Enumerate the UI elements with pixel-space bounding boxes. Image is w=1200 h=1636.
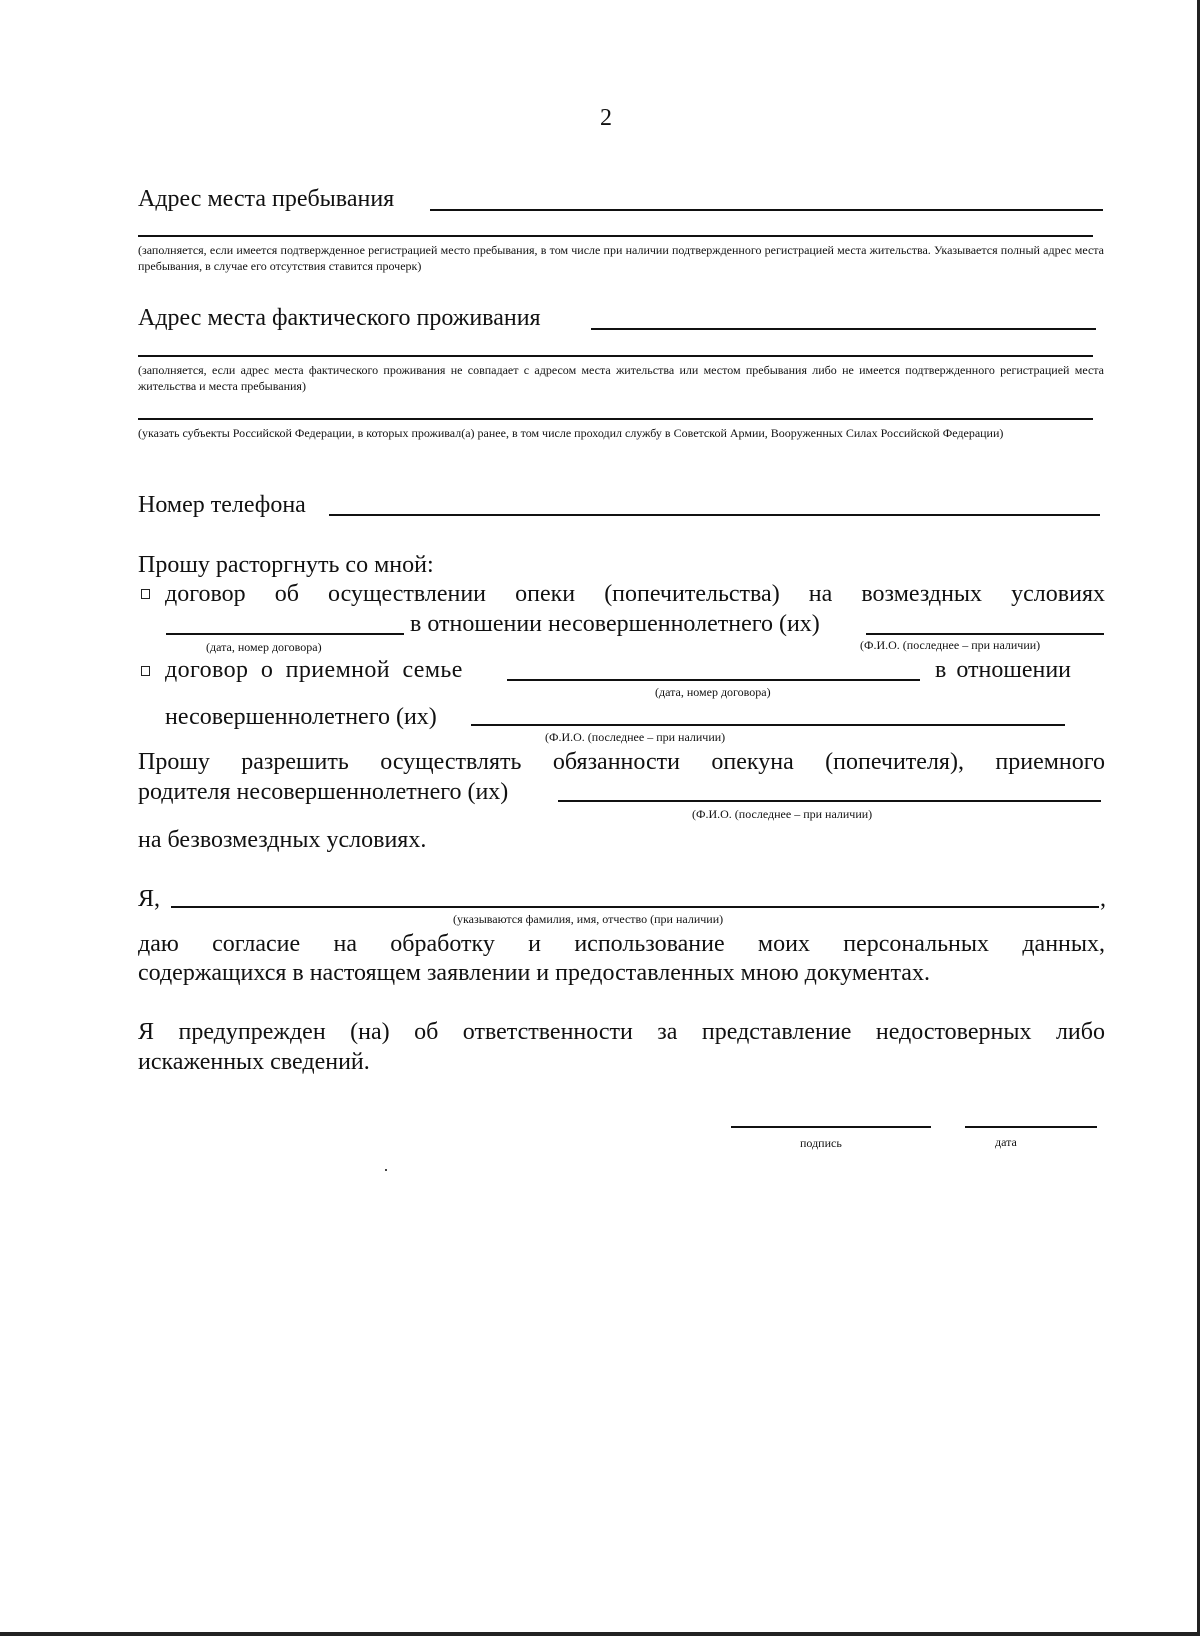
checkbox-icon[interactable]: [141, 589, 150, 599]
stay-address-note: (заполняется, если имеется подтвержденное регистрацией место пребывания, в том числе при наличии подтвержденного регистрацией места жительства. Указывается полный адрес места пребывания, в случае его отсутствия ставится прочерк): [138, 243, 1104, 273]
consent-suffix: ,: [1100, 886, 1106, 912]
actual-address-label: Адрес места фактического проживания: [138, 305, 541, 331]
foster-family-date-caption: (дата, номер договора): [655, 685, 771, 699]
stay-address-field[interactable]: [430, 209, 1103, 211]
allow-request-text: Прошу разрешить осуществлять обязанности опекуна (попечителя), приемного: [138, 749, 1105, 775]
foster-fio-caption: (Ф.И.О. (последнее – при наличии): [545, 730, 726, 744]
terminate-heading: Прошу расторгнуть со мной:: [138, 552, 434, 578]
consent-name-field[interactable]: [171, 906, 1099, 908]
phone-label: Номер телефона: [138, 492, 306, 518]
previous-regions-note: (указать субъекты Российской Федерации, в которых проживал(а) ранее, в том числе проходил службу в Советской Армии, Вооруженных Силах Российской Федерации): [138, 426, 1004, 440]
guardianship-contract-text: договор об осуществлении опеки (попечительства) на возмездных условиях: [165, 581, 1105, 607]
consent-text-line1: даю согласие на обработку и использование моих персональных данных,: [138, 931, 1105, 957]
phone-field[interactable]: [329, 514, 1100, 516]
stay-address-label: Адрес места пребывания: [138, 186, 395, 212]
foster-family-contract-date-field[interactable]: [507, 679, 920, 681]
signature-field[interactable]: [731, 1126, 931, 1128]
date-field[interactable]: [965, 1126, 1097, 1128]
checkbox-icon[interactable]: [141, 666, 150, 676]
guardianship-minor-fio-field[interactable]: [866, 633, 1104, 635]
guardianship-date-caption: (дата, номер договора): [206, 640, 322, 654]
actual-address-note: (заполняется, если адрес места фактического проживания не совпадает с адресом места жительства или местом пребывания либо не имеется подтвержденного регистрацией места жительства и места пребывания): [138, 363, 1104, 393]
allow-minor-fio-field[interactable]: [558, 800, 1101, 802]
warning-text-line2: искаженных сведений.: [138, 1049, 370, 1075]
consent-name-caption: (указываются фамилия, имя, отчество (при наличии): [453, 912, 724, 926]
allow-minor-label: родителя несовершеннолетнего (их): [138, 779, 509, 805]
page-number: 2: [600, 105, 612, 131]
foster-family-tail: в отношении: [935, 657, 1072, 683]
foster-family-contract-text: договор о приемной семье: [165, 657, 463, 683]
foster-minor-label: несовершеннолетнего (их): [165, 704, 437, 730]
actual-address-field[interactable]: [591, 328, 1096, 330]
date-caption: дата: [995, 1135, 1017, 1149]
guardianship-contract-date-field[interactable]: [166, 633, 404, 635]
allow-fio-caption: (Ф.И.О. (последнее – при наличии): [692, 807, 873, 821]
previous-regions-field[interactable]: [138, 418, 1093, 420]
guardianship-minor-label: в отношении несовершеннолетнего (их): [410, 611, 820, 637]
allow-terms-text: на безвозмездных условиях.: [138, 827, 427, 853]
guardianship-fio-caption: (Ф.И.О. (последнее – при наличии): [860, 638, 1041, 652]
stay-address-field-2[interactable]: [138, 235, 1093, 237]
actual-address-field-2[interactable]: [138, 355, 1093, 357]
warning-text-line1: Я предупрежден (на) об ответственности за представление недостоверных либо: [138, 1019, 1105, 1045]
consent-prefix: Я,: [138, 886, 161, 912]
signature-caption: подпись: [800, 1136, 842, 1150]
scan-edge: [0, 1632, 1200, 1636]
scan-speck: [385, 1169, 387, 1171]
consent-text-line2: содержащихся в настоящем заявлении и предоставленных мною документах.: [138, 960, 930, 986]
foster-minor-fio-field[interactable]: [471, 724, 1065, 726]
